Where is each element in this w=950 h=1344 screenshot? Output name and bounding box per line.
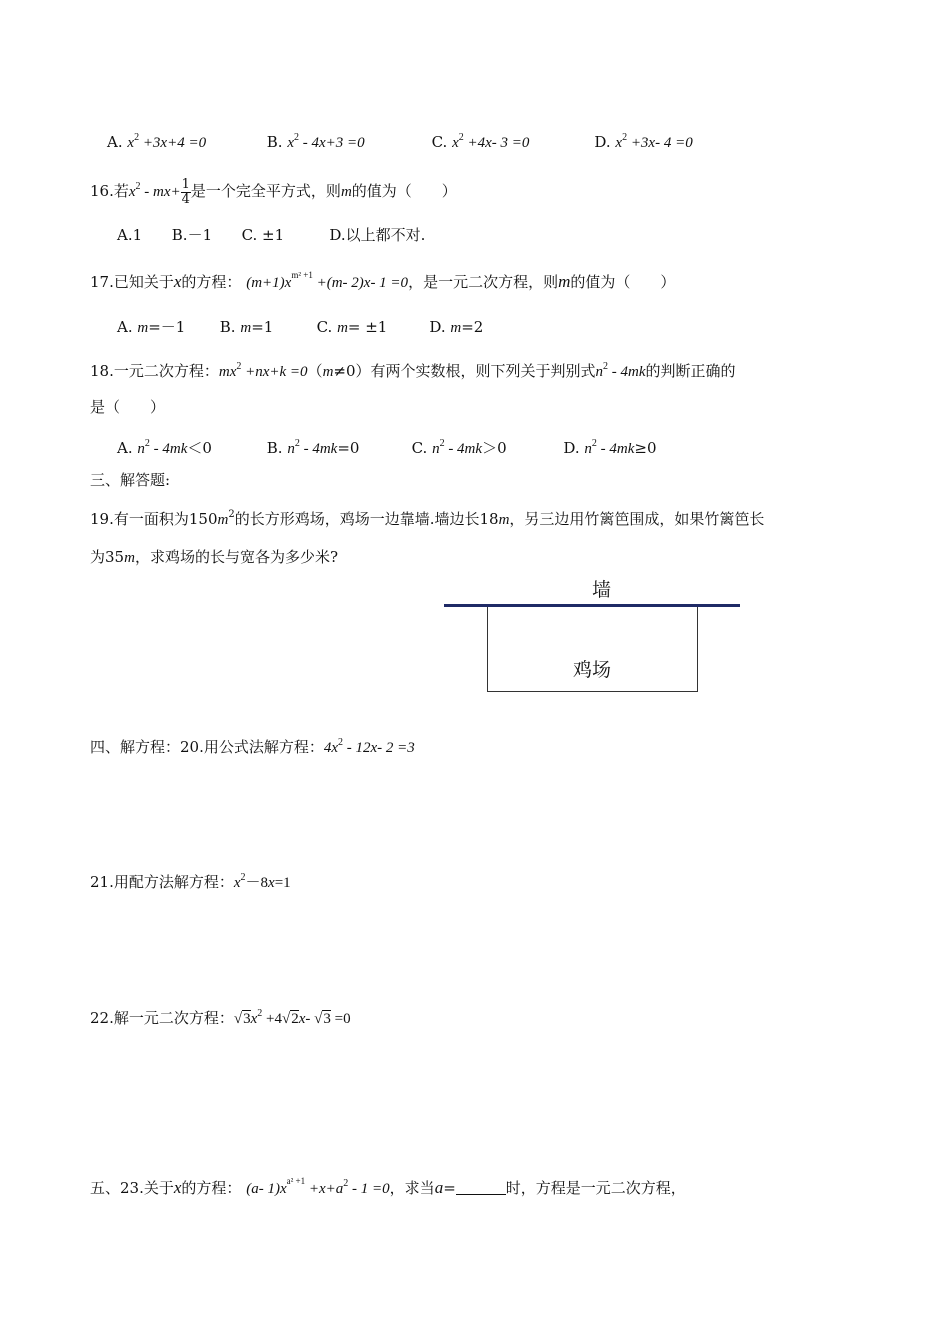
question-21: 21.用配方法解方程：$x^2-8x=1$	[90, 872, 291, 891]
q18-option-b: B. $n^2 - 4mk=0$	[266, 438, 360, 457]
q23-equation: (a- $1)x^{a^2 +1} +x+a^2 - 1 =0$	[246, 1176, 390, 1197]
q15-option-c: C. $x^2 +4x-$ 3 =0	[431, 132, 530, 151]
question-17: 17.已知关于x的方程： $(m+1)x^{m^2 +1} +(m-$ 2)x- 1 =0，是一元二次方程，则m的值为（ ）	[90, 270, 676, 291]
chicken-yard-label: 鸡场	[573, 659, 612, 681]
q18-equation: $mx^2 +nx+k =0$	[218, 361, 308, 380]
question-22: 22.解一元二次方程：$√3x^2 +4√2x-$ √3 =0	[90, 1008, 351, 1027]
question-20: 四、解方程：20.用公式法解方程：$4x^2 - 12x-$ 2 =3	[90, 737, 415, 756]
question-16: 16.若$x^2 - mx+$ $\frac{1}{4}$ 是一个完全平方式，则m的值为（ ）	[90, 176, 457, 207]
q15-option-a: A. $x^2 +3x+4 =0$	[107, 132, 207, 151]
answer-blank[interactable]	[456, 1180, 506, 1195]
q15-option-a-expr: $x^2 +3x+4 =0$	[127, 132, 207, 151]
question-19: 19.有一面积为$150m^2$的长方形鸡场，鸡场一边靠墙.墙边长18m，另三边用竹篱笆围成，如果竹篱笆长	[90, 509, 765, 528]
q17-option-c: C. m= ±1	[316, 318, 388, 336]
q16-expr: $x^2 - mx+$	[128, 181, 181, 200]
q18-line2: 是（ ）	[90, 398, 166, 416]
q16-fraction: $\frac{1}{4}$	[181, 176, 190, 207]
q17-options	[117, 317, 483, 338]
q21-equation: $x^2-8x=1$	[233, 872, 291, 891]
q15-option-d-expr: $x^2 +3x-$ 4 =0	[615, 132, 693, 151]
section-3-title: 三、解答题:	[90, 471, 171, 489]
q15-options	[107, 128, 693, 153]
q18-options	[117, 434, 657, 459]
q17-option-d: D. m=2	[429, 318, 484, 336]
q16-option-d: D.以上都不对.	[329, 226, 426, 244]
q18-discriminant: $n^2 - 4mk$	[595, 361, 646, 380]
q15-option-b-expr: $x^2 - 4x+3 =0$	[287, 132, 365, 151]
q15-option-c-expr: $x^2 +4x-$ 3 =0	[452, 132, 530, 151]
q20-equation: $4x^2 - 12x-$ 2 =3	[323, 737, 415, 756]
q15-option-b: B. $x^2 - 4x+3 =0$	[266, 132, 365, 151]
q17-equation: $(m+1)x^{m^2 +1} +(m-$ 2)x- 1 =0	[246, 270, 409, 291]
q18-option-a: A. $n^2 - 4mk<0$	[117, 438, 212, 457]
q17-option-b: B. m=1	[219, 318, 274, 336]
q18-option-c: C. $n^2 - 4mk>0$	[411, 438, 507, 457]
question-18: 18.一元二次方程：$mx^2 +nx+k =0(m\ne 0)$有两个实数根，则下列关于判别式$n^2 - 4mk$的判断正确的	[90, 361, 736, 380]
q16-options	[117, 225, 425, 245]
q18-option-d: D. $n^2 - 4mk\ge 0$	[563, 438, 657, 457]
q16-option-c: C. ±1	[241, 226, 285, 244]
question-23: 五、23.关于x的方程： (a- $1)x^{a^2 +1} +x+a^2 - 1 =0$，求当a= 时，方程是一元二次方程，	[90, 1176, 686, 1197]
q15-option-d: D. $x^2 +3x-$ 4 =0	[594, 132, 693, 151]
wall-label: 墙	[592, 579, 612, 601]
question-19-line2: 为35m，求鸡场的长与宽各为多少米?	[90, 548, 338, 566]
q16-option-b: B.－1	[171, 226, 213, 244]
q22-equation: $√3x^2 +4√2x-$ √3 =0	[233, 1008, 351, 1027]
q17-option-a: A. m=－1	[117, 318, 186, 336]
q16-option-a: A.1	[117, 226, 143, 244]
